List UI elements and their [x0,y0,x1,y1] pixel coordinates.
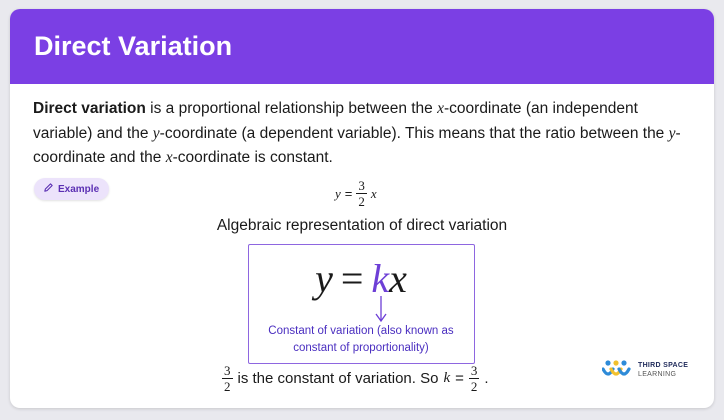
math-x-2: x [165,149,173,166]
bottom-den-2: 2 [470,379,478,394]
eq-denominator: 2 [358,194,365,209]
intro-text-1: is a proportional relationship between the [145,100,438,117]
third-space-learning-logo [602,359,688,381]
intro-text-4: -coordinate and the [33,124,681,166]
big-equals: = [340,256,364,301]
bottom-k: k [443,370,451,386]
eq-rhs-var: x [370,185,377,201]
math-y: y [152,124,160,142]
example-badge [34,178,109,200]
equation-caption: Algebraic representation of direct variation [216,217,508,234]
intro-text-3: -coordinate (a dependent variable). This means that the ratio between the [159,124,669,142]
bottom-num-2: 3 [470,363,478,378]
bottom-statement [222,363,489,394]
big-y: y [315,256,333,301]
example-label: Example [58,183,100,195]
logo-text [638,361,688,379]
bottom-end: . [484,370,489,387]
lesson-card [10,9,714,408]
big-x: x [389,256,407,301]
equation-box [248,244,475,364]
intro-text-2: -coordinate (an independent variable) and the [33,100,638,142]
math-x: x [437,100,444,117]
logo-line2: LEARNING [638,371,677,378]
bottom-fraction-2 [469,363,480,394]
arrow-down-icon [374,295,388,323]
header-bar [10,9,714,84]
eq-numerator: 3 [358,178,365,193]
eq-equals: = [344,186,353,201]
intro-text-5: -coordinate is constant. [172,149,333,166]
box-caption-line1: Constant of variation (also known as [268,325,454,337]
eq-lhs: y [335,185,341,201]
page-title: Direct Variation [34,31,233,61]
box-caption [249,323,473,357]
bottom-num: 3 [224,363,231,378]
bottom-text: is the constant of variation. So [237,370,439,387]
intro-paragraph [33,97,693,171]
big-k: k [371,256,390,301]
equation-small [335,178,377,209]
bottom-fraction [222,363,233,394]
pencil-icon [43,182,54,196]
logo-line1: THIRD SPACE [638,362,689,369]
box-caption-line2: constant of proportionality) [293,342,429,354]
eq-fraction [356,178,367,209]
math-y-2: y [668,124,676,142]
big-equation [249,255,473,302]
bold-term: Direct variation [33,100,146,117]
bottom-equals: = [455,370,464,387]
logo-mark-icon [602,359,632,381]
bottom-den: 2 [224,379,231,394]
